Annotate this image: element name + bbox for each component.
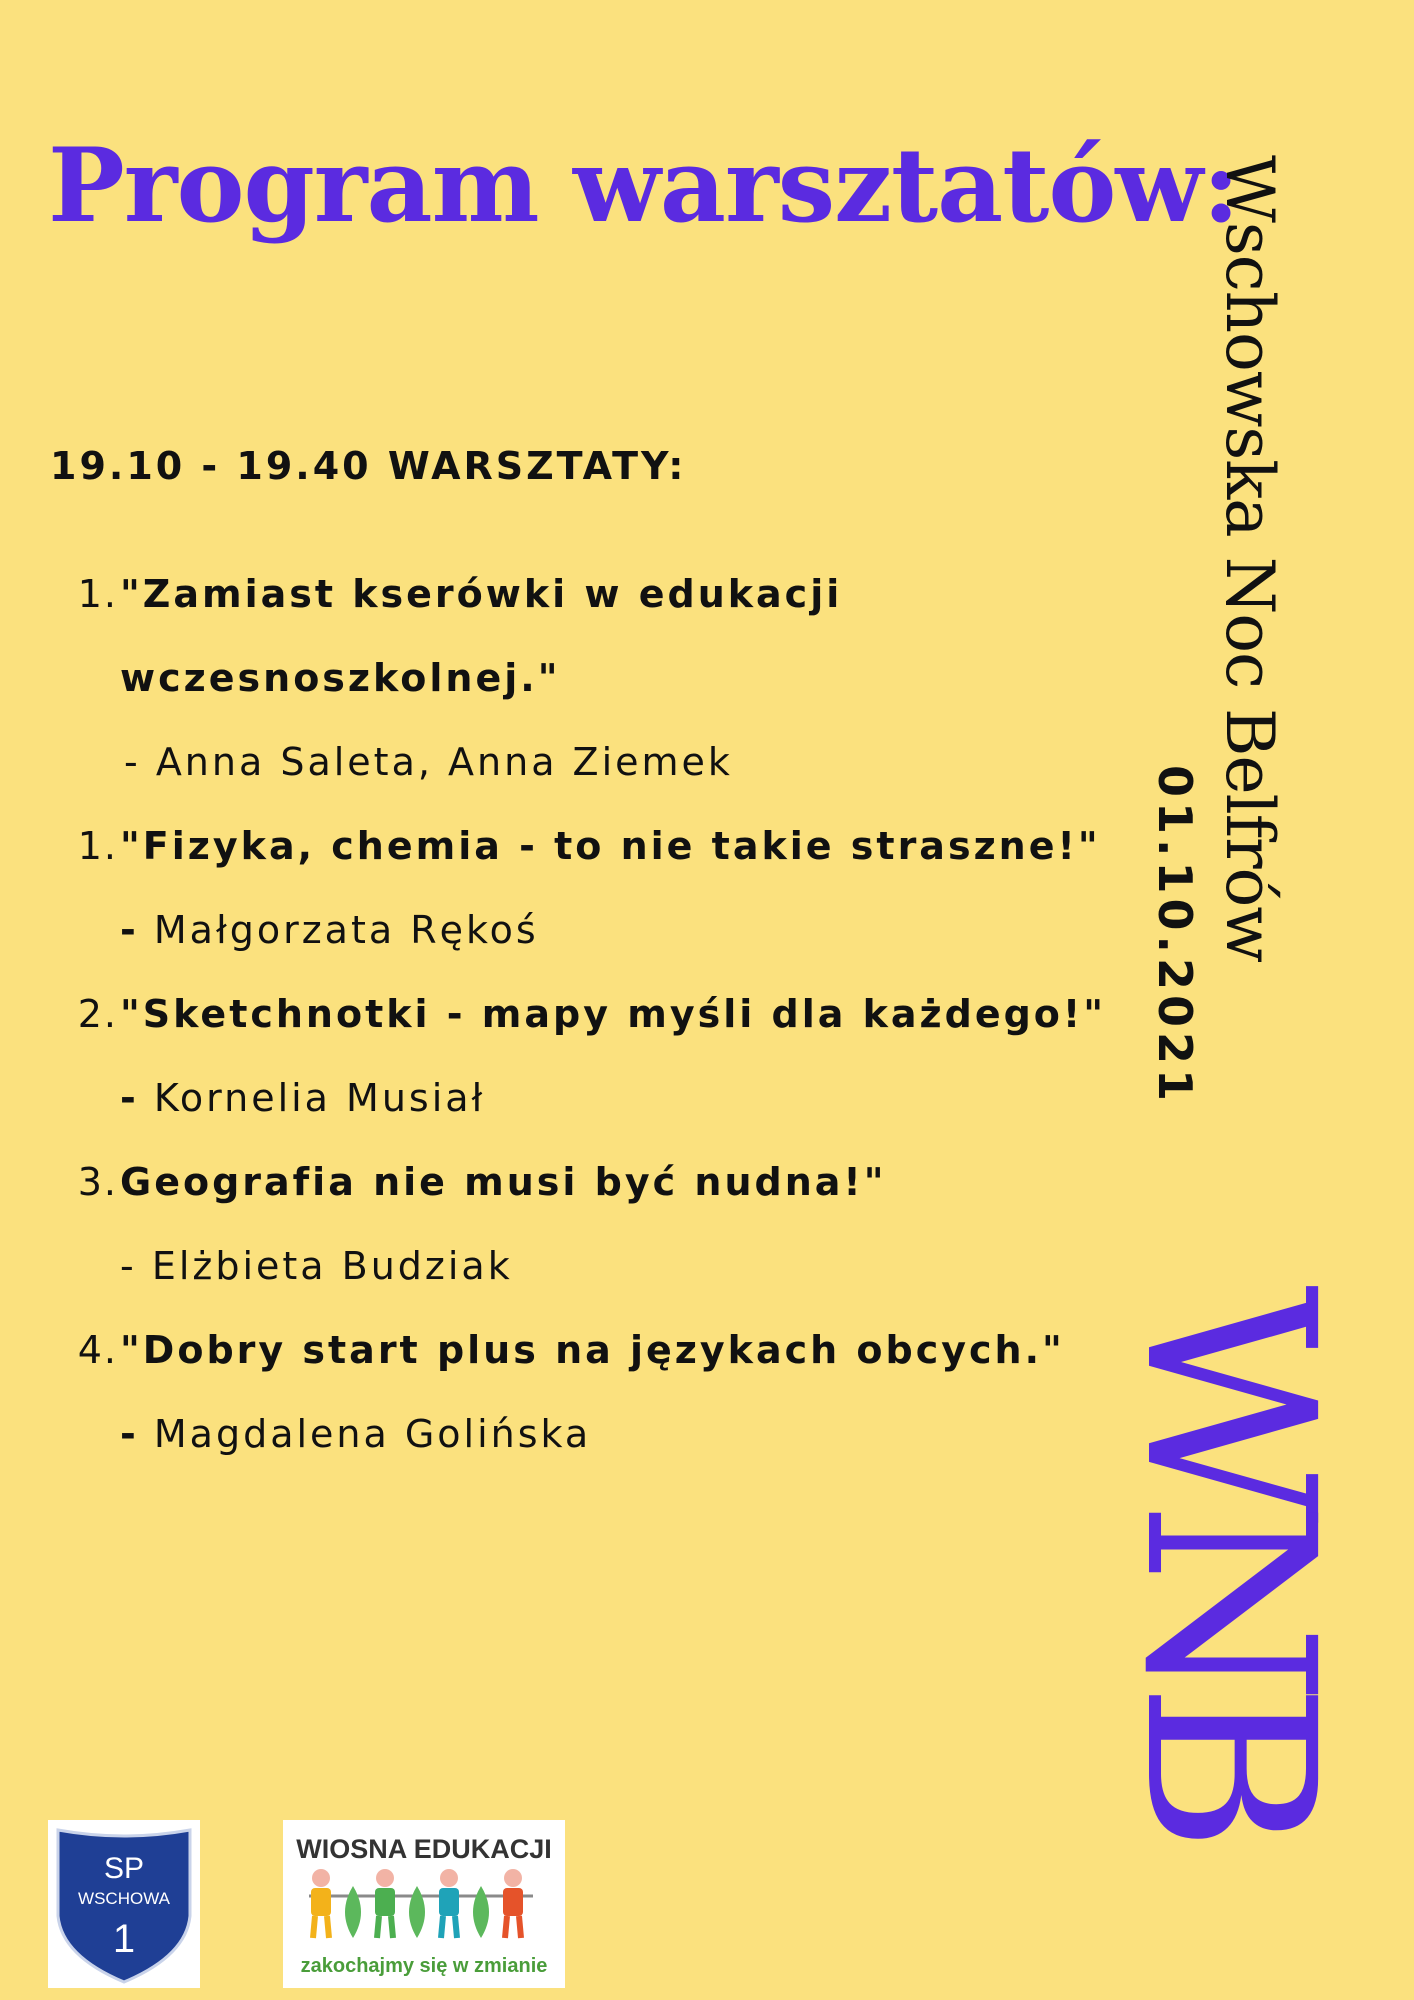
- workshop-title-continued: wczesnoszkolnej.": [120, 656, 561, 700]
- author-dash: -: [120, 908, 139, 952]
- event-date: 01.10.2021: [1148, 765, 1202, 1107]
- workshop-title: "Fizyka, chemia - to nie takie straszne!": [120, 824, 1101, 868]
- workshop-number: 1.: [77, 572, 118, 616]
- wiosna-title: WIOSNA EDUKACJI: [296, 1834, 552, 1864]
- workshop-number: 4.: [77, 1328, 118, 1372]
- workshop-author: [124, 740, 733, 784]
- badge-text-sp: SP: [103, 1852, 145, 1885]
- workshop-title: Geografia nie musi być nudna!": [120, 1160, 887, 1204]
- badge-text-wschowa: WSCHOWA: [78, 1889, 170, 1908]
- author-name: Małgorzata Rękoś: [153, 908, 539, 952]
- workshop-title: "Zamiast kserówki w edukacji: [120, 572, 843, 616]
- sp-wschowa-badge: [48, 1820, 200, 1988]
- workshop-number: 1.: [77, 824, 118, 868]
- workshop-title: "Sketchnotki - mapy myśli dla każdego!": [120, 992, 1107, 1036]
- leaf-icon: [345, 1886, 489, 1938]
- workshop-author: [120, 1076, 485, 1120]
- workshop-author: [120, 1412, 591, 1456]
- author-name: Anna Saleta, Anna Ziemek: [155, 740, 733, 784]
- wnb-logo: WNB: [1094, 1285, 1364, 1831]
- workshop-number: 2.: [77, 992, 118, 1036]
- wiosna-tagline: zakochajmy się w zmianie: [300, 1955, 548, 1977]
- author-name: Magdalena Golińska: [153, 1412, 592, 1456]
- author-dash: -: [120, 1076, 139, 1120]
- author-name: Kornelia Musiał: [153, 1076, 486, 1120]
- page-title: Program warsztatów:: [48, 126, 1239, 246]
- author-dash: -: [120, 1412, 139, 1456]
- workshop-number: 3.: [77, 1160, 118, 1204]
- section-heading: 19.10 - 19.40 WARSZTATY:: [50, 444, 687, 488]
- author-name: Elżbieta Budziak: [151, 1244, 513, 1288]
- wiosna-edukacji-logo: [283, 1820, 565, 1988]
- workshop-author: [120, 1244, 513, 1288]
- workshop-title: "Dobry start plus na językach obcych.": [120, 1328, 1065, 1372]
- author-dash: -: [120, 1244, 137, 1288]
- workshop-author: [120, 908, 539, 952]
- event-name: Wschowska Noc Belfrów: [1211, 155, 1288, 962]
- author-dash: -: [124, 740, 141, 784]
- badge-text-number: 1: [112, 1917, 136, 1961]
